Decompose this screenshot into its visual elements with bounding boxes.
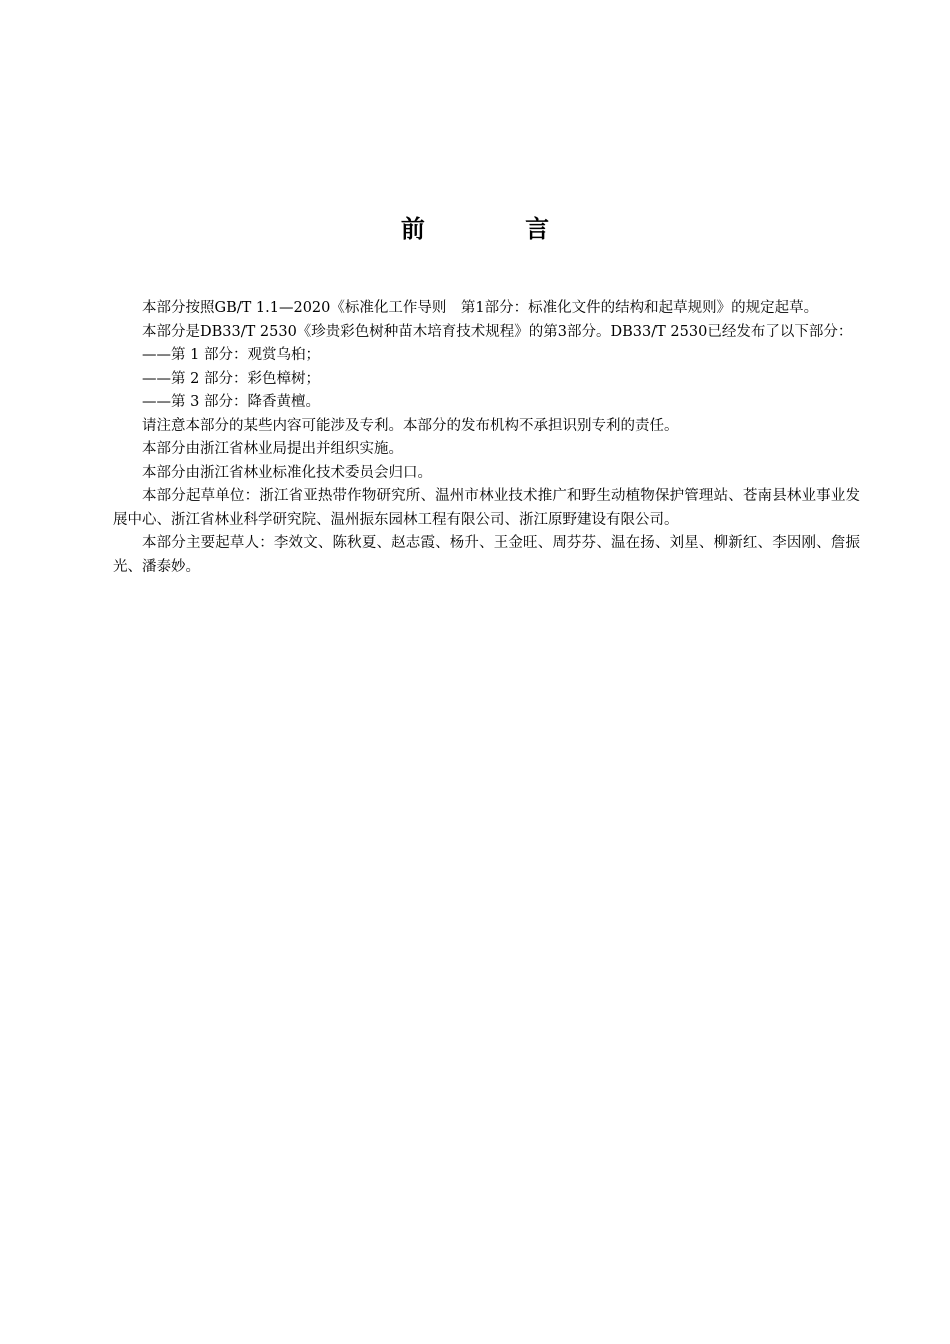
paragraph-patent-notice: 请注意本部分的某些内容可能涉及专利。本部分的发布机构不承担识别专利的责任。 xyxy=(142,417,679,434)
page-title: 前 言 xyxy=(400,215,596,243)
list-item-part-3: ——第 3 部分：降香黄檀。 xyxy=(142,394,320,410)
list-item-part-1: ——第 1 部分：观赏乌桕； xyxy=(142,347,320,363)
paragraph-drafting-rules: 本部分按照GB/T 1.1—2020《标准化工作导则 第1部分：标准化文件的结构和起草规则》的规定起草。 xyxy=(142,300,819,316)
paragraph-proposer: 本部分由浙江省林业局提出并组织实施。 xyxy=(142,441,403,457)
document-body xyxy=(113,297,860,579)
paragraph-drafting-units: 本部分起草单位：浙江省亚热带作物研究所、温州市林业技术推广和野生动植物保护管理站、苍南县林业事业发展中心、浙江省林业科学研究院、温州振东园林工程有限公司、浙江原野建设有限公司。 xyxy=(113,488,860,528)
paragraph-committee: 本部分由浙江省林业标准化技术委员会归口。 xyxy=(142,464,432,481)
list-item-part-2: ——第 2 部分：彩色樟树； xyxy=(142,370,320,387)
paragraph-series-intro: 本部分是DB33/T 2530《珍贵彩色树种苗木培育技术规程》的第3部分。DB33/T 2530已经发布了以下部分： xyxy=(142,323,853,340)
paragraph-drafters: 本部分主要起草人：李效文、陈秋夏、赵志霞、杨升、王金旺、周芬芬、温在扬、刘星、柳新红、李因刚、詹振光、潘泰妙。 xyxy=(113,535,860,575)
